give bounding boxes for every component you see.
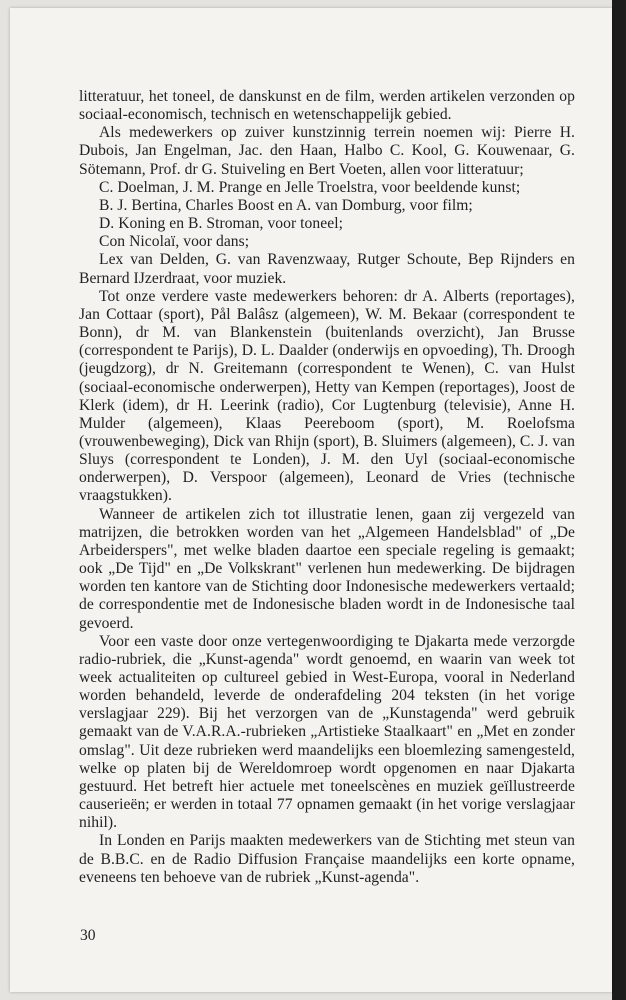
page-number: 30 bbox=[80, 927, 96, 944]
paragraph-film: B. J. Bertina, Charles Boost en A. van Domburg, voor film; bbox=[99, 196, 473, 214]
page-body-text bbox=[79, 88, 575, 887]
paragraph-contributors-intro: Als medewerkers op zuiver kunstzinnig terrein noemen wij: Pierre H. Dubois, Jan Engelman, Jac. den Haan, Halbo C. Kool, G. Kouwenaar, G. Sötemann, Prof. dr G. Stuiveling en Bert Voeten, allen voor litteratuur; bbox=[79, 124, 575, 178]
paragraph-theatre: D. Koning en B. Stroman, voor toneel; bbox=[99, 215, 343, 233]
paragraph-london-paris: In Londen en Parijs maakten medewerkers van de Stichting met steun van de B.B.C. en de Radio Diffusion Française maandelijks een korte opname, eveneens ten behoeve van de rubriek „Kunst-agenda". bbox=[79, 832, 575, 886]
paragraph-illustrations: Wanneer de artikelen zich tot illustratie lenen, gaan zij vergezeld van matrijzen, die betrokken worden van het „Algemeen Handelsblad" of „De Arbeiderspers", met welke bladen daartoe een speciale regeling is gemaakt; ook „De Tijd" en „De Volkskrant" verlenen hun medewerking. De bijdragen worden ten kantore van de Stichting door Indonesische medewerkers vertaald; de correspondentie met de Indonesische bladen wordt in de Indonesische taal gevoerd. bbox=[79, 505, 575, 632]
paragraph-continuation: litteratuur, het toneel, de danskunst en de film, werden artikelen verzonden op sociaal-economisch, technisch en wetenschappelijk gebied. bbox=[79, 88, 575, 124]
paragraph-music: Lex van Delden, G. van Ravenzwaay, Rutger Schoute, Bep Rijnders en Bernard IJzerdraat, voor muziek. bbox=[79, 251, 575, 287]
paragraph-radio-rubric: Voor een vaste door onze vertegenwoordiging te Djakarta mede verzorgde radio-rubriek, die „Kunst-agenda" wordt genoemd, en waarin van week tot week actualiteiten op cultureel gebied in West-Europa, vooral in Nederland worden behandeld, leverde de onderafdeling 204 teksten (in het vorige verslagjaar 229). Bij het verzorgen van de „Kunstagenda" werd gebruik gemaakt van de V.A.R.A.-rubrieken „Artistieke Staalkaart" en „Met en zonder omslag". Uit deze rubrieken werd maandelijks een bloemlezing samengesteld, welke op platen bij de Wereldomroep wordt opgenomen en naar Djakarta gestuurd. Het betreft hier actuele met toneelscènes en muziek geïllustreerde causerieën; er werden in totaal 77 opnamen gemaakt (in het vorige verslagjaar nihil). bbox=[79, 632, 575, 832]
scanner-edge bbox=[612, 0, 626, 1000]
paragraph-visual-arts: C. Doelman, J. M. Prange en Jelle Troelstra, voor beeldende kunst; bbox=[99, 178, 521, 196]
paragraph-dance: Con Nicolaï, voor dans; bbox=[99, 233, 250, 251]
paragraph-regular-contributors: Tot onze verdere vaste medewerkers behoren: dr A. Alberts (reportages), Jan Cottaar (sport), Pål Balâsz (algemeen), W. M. Bekaar (correspondent te Bonn), dr M. van Blankenstein (buitenlands overzicht), Jan Brusse (correspondent te Parijs), D. L. Daalder (onderwijs en opvoeding), Th. Droogh (jeugdzorg), dr N. Greitemann (correspondent te Wenen), C. van Hulst (sociaal-economische onderwerpen), Hetty van Kempen (reportages), Joost de Klerk (idem), dr H. Leerink (radio), Cor Lugtenburg (televisie), Anne H. Mulder (algemeen), Klaas Peereboom (sport), M. Roelofsma (vrouwenbeweging), Dick van Rhijn (sport), B. Sluimers (algemeen), C. J. van Sluys (correspondent te Londen), J. M. den Uyl (sociaal-economische onderwerpen), D. Verspoor (algemeen), Leonard de Vries (technische vraagstukken). bbox=[79, 287, 575, 505]
